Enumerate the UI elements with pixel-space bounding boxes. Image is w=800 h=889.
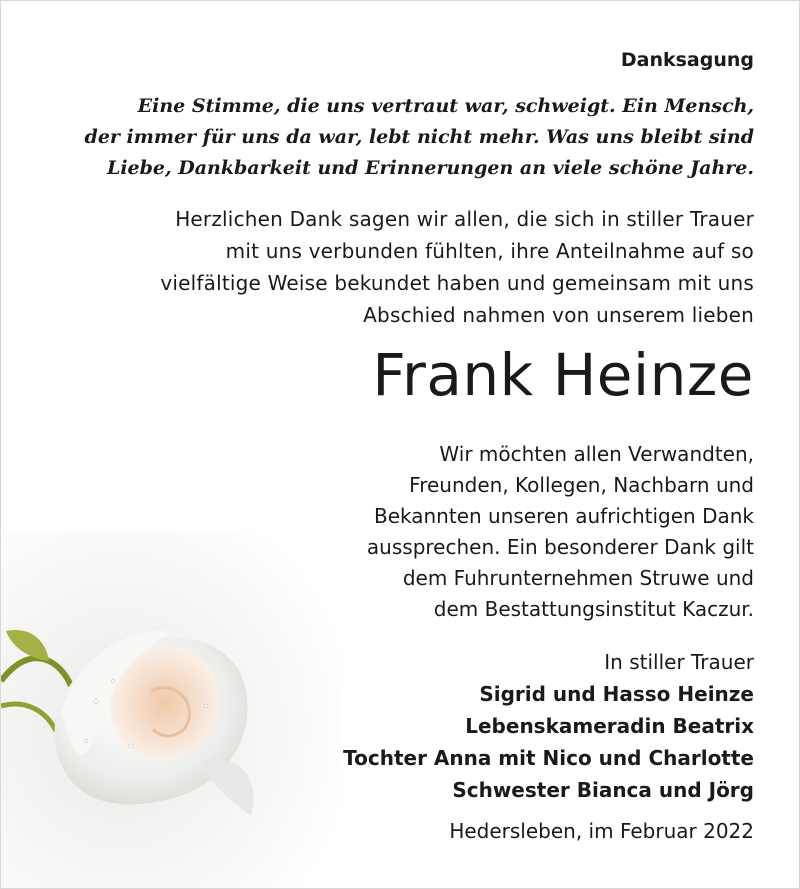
gratitude-line: Freunden, Kollegen, Nachbarn und <box>409 473 754 497</box>
gratitude-line: Wir möchten allen Verwandten, <box>439 442 754 466</box>
mourning-intro: In stiller Trauer <box>604 650 754 674</box>
gratitude-line: aussprechen. Ein besonderer Dank gilt <box>366 535 754 559</box>
deceased-name: Frank Heinze <box>372 341 754 409</box>
thanks-line: mit uns verbunden fühlten, ihre Anteilnahme auf so <box>225 239 754 263</box>
gratitude-line: dem Fuhrunternehmen Struwe und <box>402 566 754 590</box>
mourners-block <box>343 646 754 806</box>
thanks-paragraph <box>41 203 754 331</box>
thanks-line: Herzlichen Dank sagen wir allen, die sich in stiller Trauer <box>175 207 754 231</box>
memorial-verse <box>41 91 754 184</box>
mourner-name: Tochter Anna mit Nico und Charlotte <box>343 746 754 770</box>
verse-line: Eine Stimme, die uns vertraut war, schweigt. Ein Mensch, <box>137 95 754 117</box>
verse-line: Liebe, Dankbarkeit und Erinnerungen an viele schöne Jahre. <box>106 157 754 179</box>
place-and-date: Hedersleben, im Februar 2022 <box>449 819 754 843</box>
mourner-name: Sigrid und Hasso Heinze <box>479 682 754 706</box>
gratitude-line: dem Bestattungsinstitut Kaczur. <box>433 597 754 621</box>
gratitude-paragraph <box>261 439 754 625</box>
verse-line: der immer für uns da war, lebt nicht mehr. Was uns bleibt sind <box>84 126 754 148</box>
mourner-name: Schwester Bianca und Jörg <box>452 778 754 802</box>
thanks-line: vielfältige Weise bekundet haben und gemeinsam mit uns <box>160 271 754 295</box>
mourner-name: Lebenskameradin Beatrix <box>465 714 754 738</box>
thanks-line: Abschied nahmen von unserem lieben <box>363 303 754 327</box>
heading: Danksagung <box>620 49 754 71</box>
gratitude-line: Bekannten unseren aufrichtigen Dank <box>373 504 754 528</box>
